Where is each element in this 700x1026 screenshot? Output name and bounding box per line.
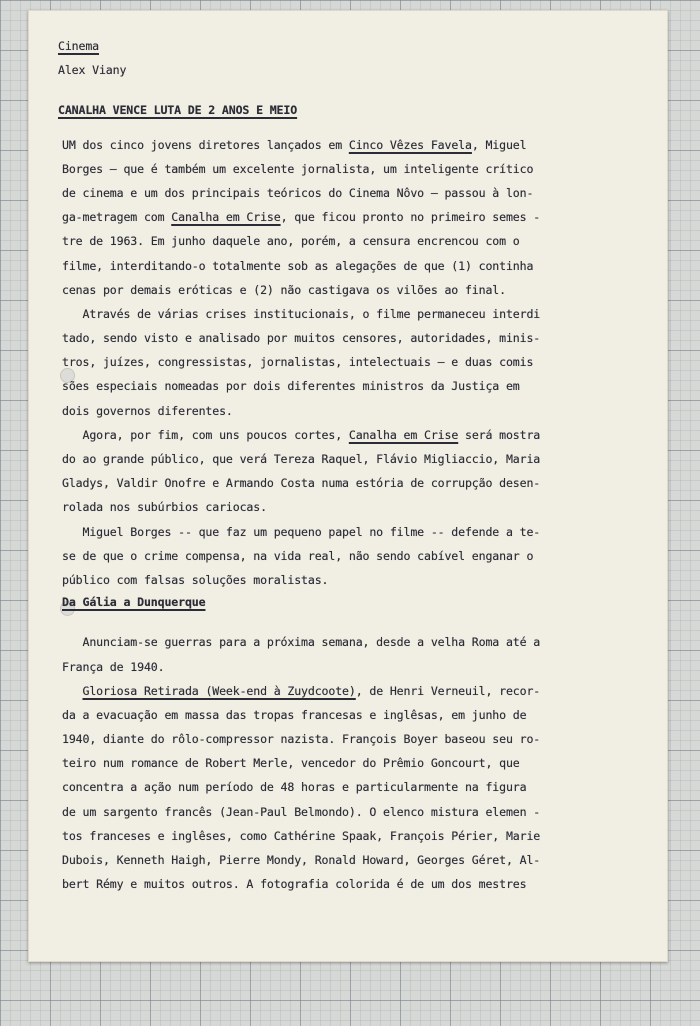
article-body xyxy=(62,630,602,896)
underlined-title: Canalha em Crise xyxy=(171,210,281,225)
text-line: sões especiais nomeadas por dois diferentes ministros da Justiça em xyxy=(62,379,520,394)
text-line: Gladys, Valdir Onofre e Armando Costa numa estória de corrupção desen- xyxy=(62,476,541,491)
document-body xyxy=(58,34,602,896)
underlined-title: Gloriosa Retirada (Week-end à Zuydcoote) xyxy=(82,683,356,698)
text-line: da a evacuação em massa das tropas francesas e inglêsas, em junho de xyxy=(62,707,527,722)
text-line: Borges — que é também um excelente jornalista, um inteligente crítico xyxy=(62,161,534,176)
text-line: se de que o crime compensa, na vida real, não sendo cabível enganar o xyxy=(62,548,534,563)
text-line: 1940, diante do rôlo-compressor nazista. François Boyer baseou seu ro- xyxy=(62,732,541,747)
article-body xyxy=(62,133,602,593)
text-line: Através de várias crises institucionais, o filme permaneceu interdi xyxy=(62,306,541,321)
text-line: Gloriosa Retirada (Week-end à Zuydcoote), de Henri Verneuil, recor- xyxy=(82,683,541,698)
text-line: dois governos diferentes. xyxy=(62,403,233,418)
text-line: filme, interditando-o totalmente sob as alegações de que (1) continha xyxy=(62,258,534,273)
text-line: do ao grande público, que verá Tereza Raquel, Flávio Migliaccio, Maria xyxy=(62,452,541,466)
section-label: Cinema xyxy=(58,39,99,53)
text-line: França de 1940. xyxy=(62,659,165,674)
text-line: Anunciam-se guerras para a próxima semana, desde a velha Roma até a xyxy=(62,635,541,650)
text-line: de cinema e um dos principais teóricos do Cinema Nôvo — passou à lon- xyxy=(62,185,534,200)
article-title: Da Gália a Dunquerque xyxy=(62,595,206,610)
text-line: rolada nos subúrbios cariocas. xyxy=(62,500,267,515)
text-line: de um sargento francês (Jean-Paul Belmondo). O elenco mistura elemen - xyxy=(62,804,541,819)
text-line: UM dos cinco jovens diretores lançados em Cinco Vêzes Favela, Miguel xyxy=(62,137,527,152)
text-line: ga-metragem com Canalha em Crise, que ficou pronto no primeiro semes - xyxy=(62,210,541,225)
text-line: público com falsas soluções moralistas. xyxy=(62,572,329,587)
article-title: CANALHA VENCE LUTA DE 2 ANOS E MEIO xyxy=(58,103,298,118)
underlined-title: Cinco Vêzes Favela xyxy=(348,137,472,152)
underlined-title: Canalha em Crise xyxy=(348,427,459,442)
text-line: Miguel Borges -- que faz um pequeno papel no filme -- defende a te- xyxy=(62,524,541,539)
text-line: tado, sendo visto e analisado por muitos censores, autoridades, minis- xyxy=(62,331,541,346)
text-line: cenas por demais eróticas e (2) não castigava os vilões ao final. xyxy=(62,282,506,297)
text-line: tos franceses e inglêses, como Cathérine Spaak, François Périer, Marie xyxy=(62,828,541,843)
text-line: Agora, por fim, com uns poucos cortes, Canalha em Crise será mostra xyxy=(62,427,541,442)
text-line: tre de 1963. Em junho daquele ano, porém, a censura encrencou com o xyxy=(62,234,520,249)
text-line: tros, juízes, congressistas, jornalistas, intelectuais — e duas comis xyxy=(62,355,534,370)
text-line: Dubois, Kenneth Haigh, Pierre Mondy, Ronald Howard, Georges Géret, Al- xyxy=(62,853,541,867)
text-line: bert Rémy e muitos outros. A fotografia colorida é de um dos mestres xyxy=(62,877,527,892)
text-line: concentra a ação num período de 48 horas e particularmente na figura xyxy=(62,780,527,795)
text-line: teiro num romance de Robert Merle, vencedor do Prêmio Goncourt, que xyxy=(62,756,520,771)
author-line: Alex Viany xyxy=(58,63,127,78)
